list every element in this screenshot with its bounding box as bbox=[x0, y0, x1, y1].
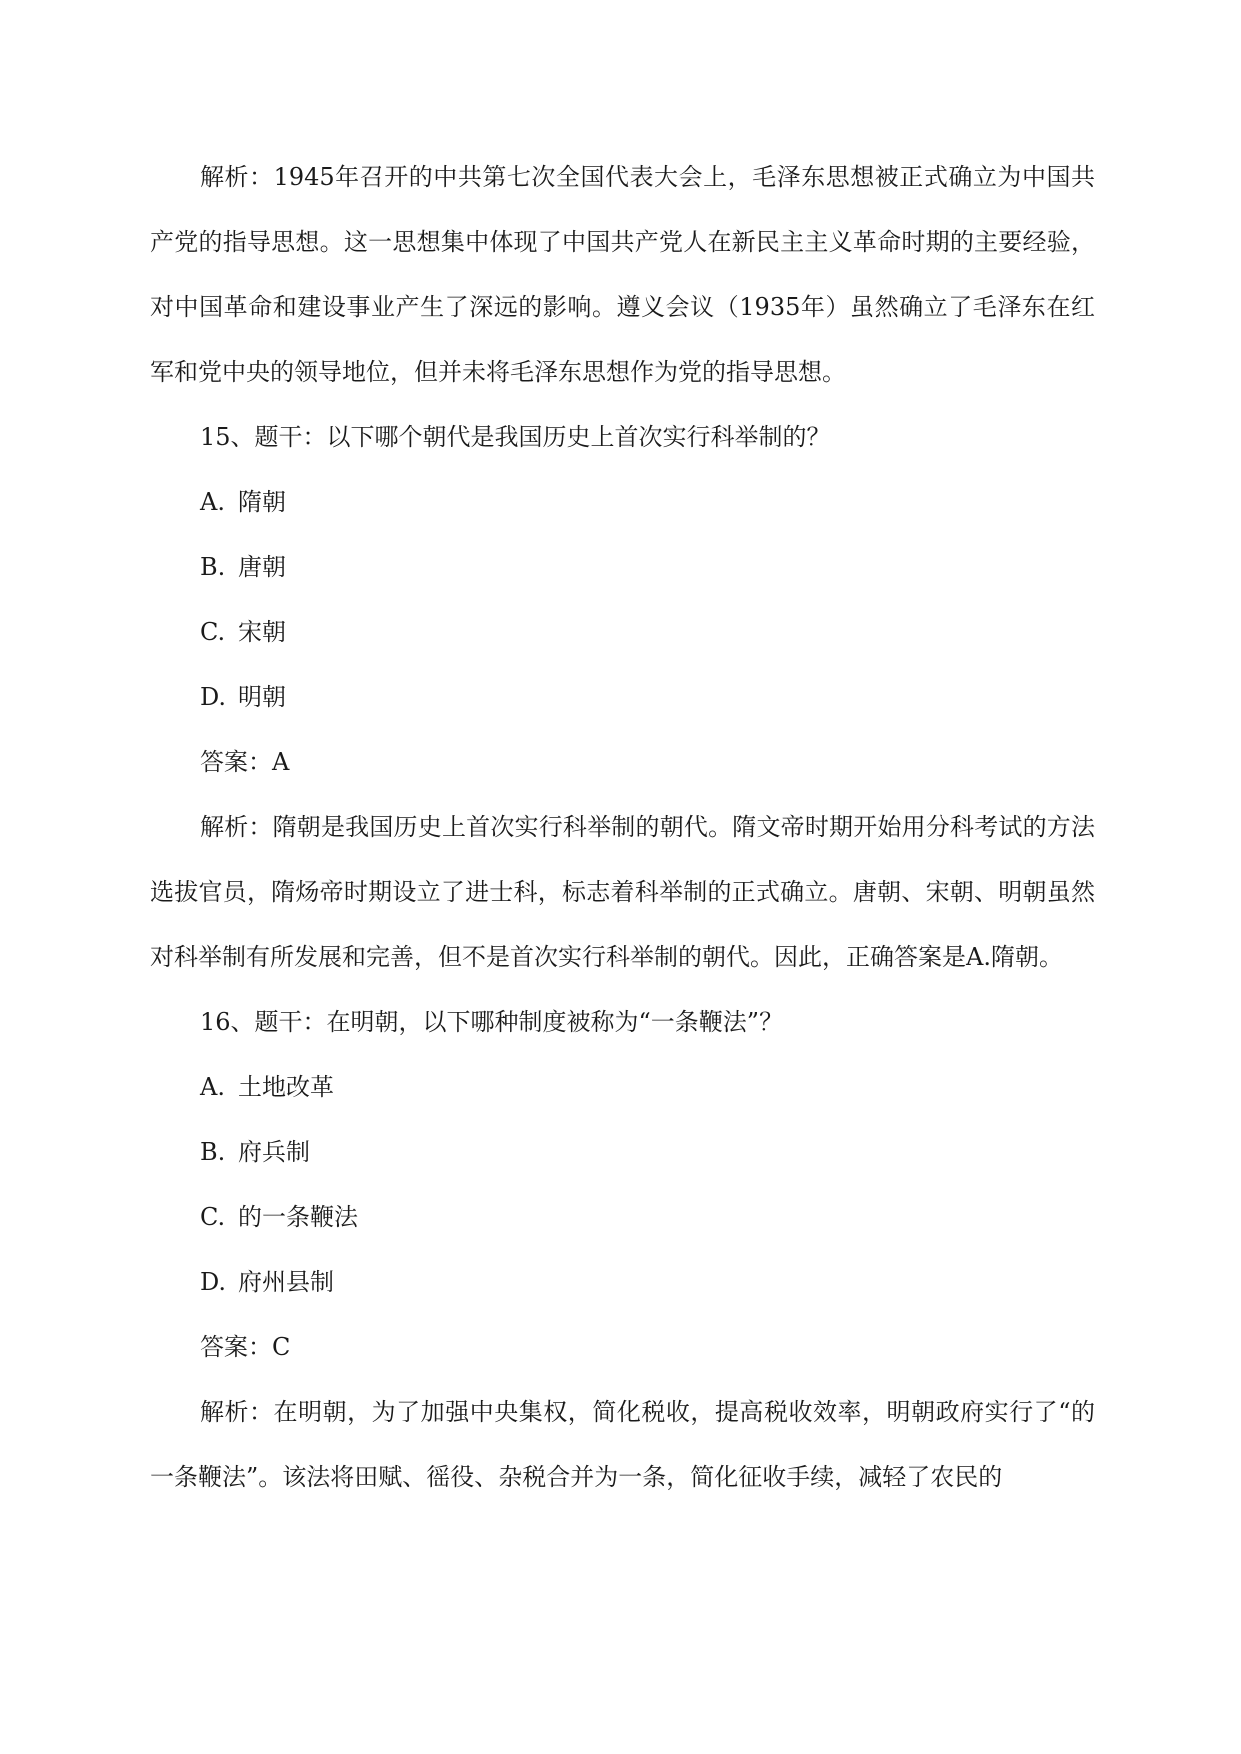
explanation-q14: 解析：1945年召开的中共第七次全国代表大会上，毛泽东思想被正式确立为中国共产党的指导思想。这一思想集中体现了中国共产党人在新民主主义革命时期的主要经验，对中国革命和建设事业产生了深远的影响。遵义会议（1935年）虽然确立了毛泽东在红军和党中央的领导地位，但并未将毛泽东思想作为党的指导思想。 bbox=[150, 163, 1095, 386]
q15-answer: 答案：A bbox=[200, 748, 290, 776]
option-text: 唐朝 bbox=[238, 553, 286, 581]
q15-option-a bbox=[150, 470, 1095, 535]
option-text: 宋朝 bbox=[238, 618, 286, 646]
option-letter: B. bbox=[200, 1138, 226, 1166]
option-letter: A. bbox=[200, 488, 225, 516]
q16-option-b bbox=[150, 1120, 1095, 1185]
document-body bbox=[150, 145, 1095, 1510]
q16-option-a bbox=[150, 1055, 1095, 1120]
q15-option-c bbox=[150, 600, 1095, 665]
q16-option-c bbox=[150, 1185, 1095, 1250]
option-text: 府兵制 bbox=[238, 1138, 310, 1166]
explanation-q16: 解析：在明朝，为了加强中央集权，简化税收，提高税收效率，明朝政府实行了“的一条鞭法”。该法将田赋、徭役、杂税合并为一条，简化征收手续，减轻了农民的 bbox=[150, 1398, 1095, 1491]
explanation-q15: 解析：隋朝是我国历史上首次实行科举制的朝代。隋文帝时期开始用分科考试的方法选拔官员，隋炀帝时期设立了进士科，标志着科举制的正式确立。唐朝、宋朝、明朝虽然对科举制有所发展和完善，但不是首次实行科举制的朝代。因此，正确答案是A.隋朝。 bbox=[150, 813, 1095, 971]
option-letter: A. bbox=[200, 1073, 225, 1101]
option-text: 府州县制 bbox=[238, 1268, 334, 1296]
question-16-stem: 16、题干：在明朝，以下哪种制度被称为“一条鞭法”？ bbox=[200, 1008, 784, 1036]
q16-option-d bbox=[150, 1250, 1095, 1315]
option-letter: D. bbox=[200, 1268, 227, 1296]
option-text: 的一条鞭法 bbox=[238, 1203, 358, 1231]
option-letter: C. bbox=[200, 618, 226, 646]
q15-option-d bbox=[150, 665, 1095, 730]
q15-option-b bbox=[150, 535, 1095, 600]
q16-answer: 答案：C bbox=[200, 1333, 291, 1361]
option-text: 土地改革 bbox=[238, 1073, 334, 1101]
option-text: 隋朝 bbox=[238, 488, 286, 516]
option-letter: C. bbox=[200, 1203, 226, 1231]
option-letter: D. bbox=[200, 683, 227, 711]
question-15-stem: 15、题干：以下哪个朝代是我国历史上首次实行科举制的？ bbox=[200, 423, 831, 451]
option-letter: B. bbox=[200, 553, 226, 581]
option-text: 明朝 bbox=[238, 683, 286, 711]
